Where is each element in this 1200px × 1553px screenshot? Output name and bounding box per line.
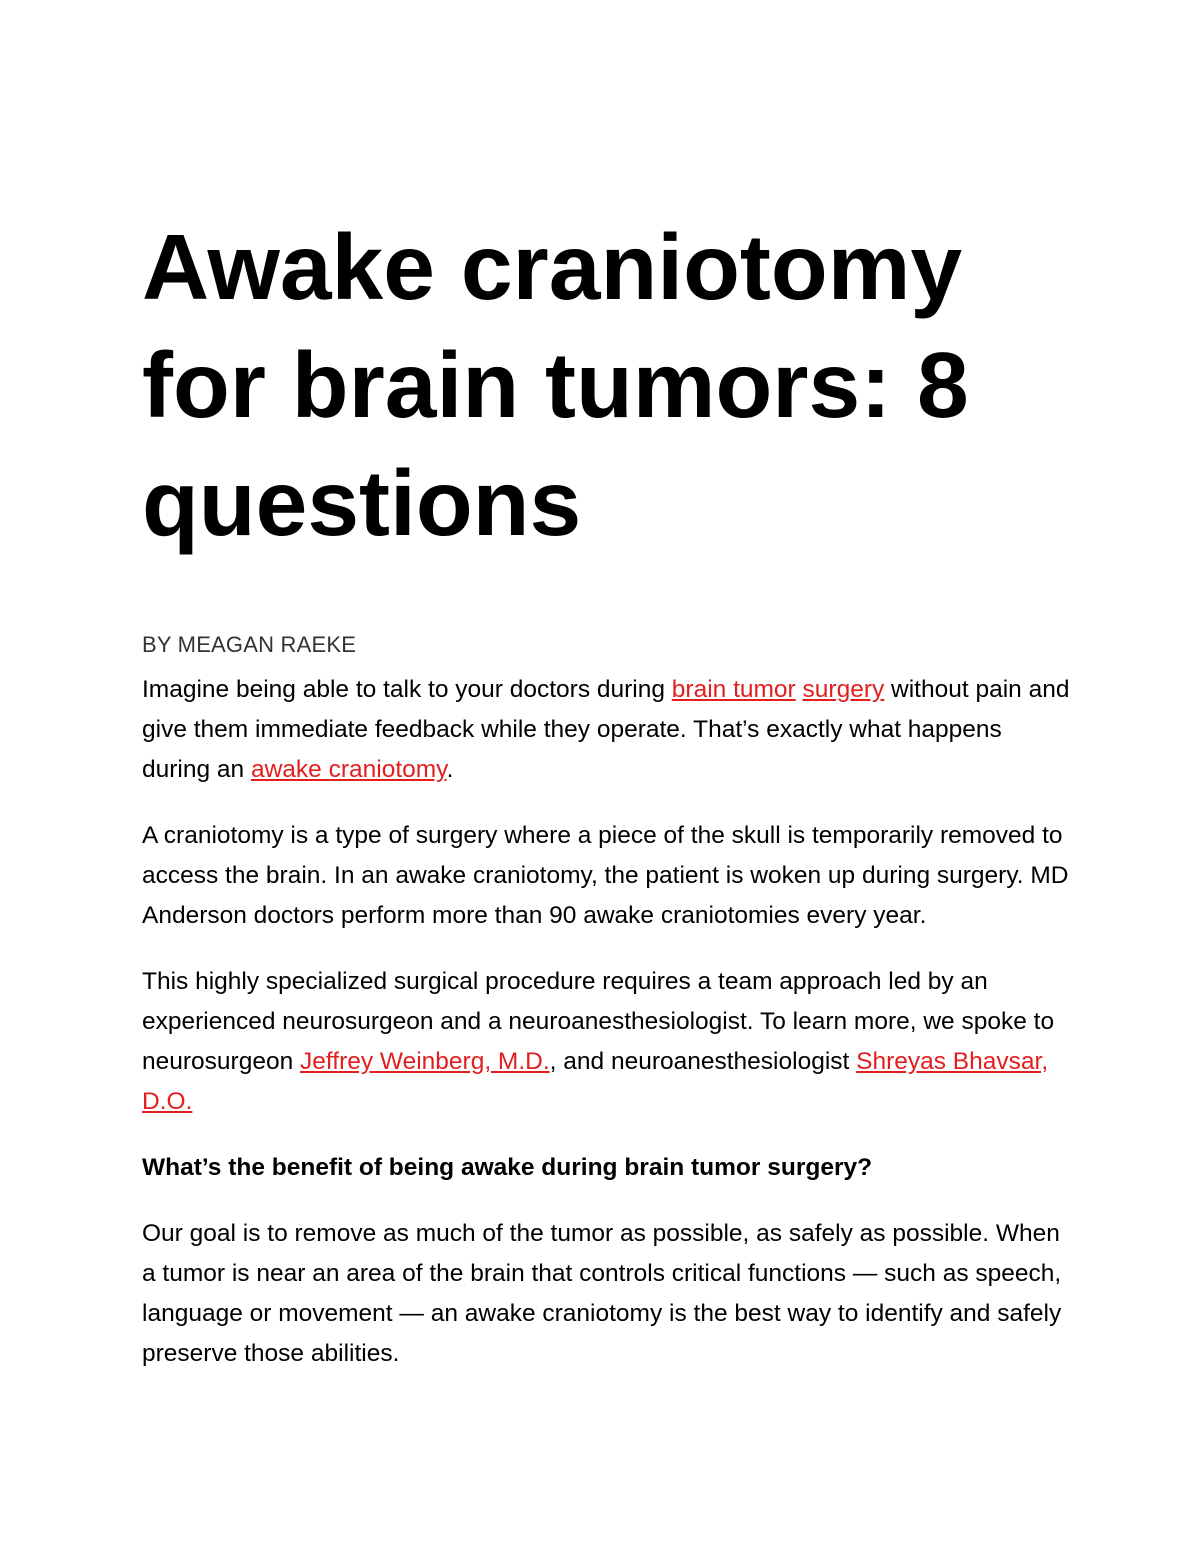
question-heading: What’s the benefit of being awake during brain tumor surgery? bbox=[142, 1154, 873, 1181]
answer-paragraph: Our goal is to remove as much of the tumor as possible, as safely as possible. When a tumor is near an area of the brain that controls critical functions — such as speech, language or movement — an awake craniotomy is the best way to identify and safely preserve those abilities. bbox=[142, 1220, 1062, 1367]
byline: BY MEAGAN RAEKE bbox=[142, 632, 357, 657]
intro-space bbox=[796, 676, 803, 703]
intro-text-1: Imagine being able to talk to your doctors during bbox=[142, 676, 672, 703]
intro-text-3: . bbox=[446, 756, 454, 783]
team-text-2: , and neuroanesthesiologist bbox=[549, 1048, 857, 1075]
brain-tumor-link[interactable]: brain tumor bbox=[671, 676, 796, 703]
team-text-1: This highly specialized surgical procedure requires a team approach led by an experienced neurosurgeon and a neuroanesthesiologist. To learn more, we spoke to neurosurgeon bbox=[142, 968, 1055, 1075]
weinberg-link[interactable]: Jeffrey Weinberg, M.D. bbox=[300, 1048, 550, 1075]
intro-paragraph bbox=[142, 670, 1072, 790]
bhavsar-link[interactable]: Shreyas Bhavsar, D.O. bbox=[142, 1048, 1049, 1115]
team-paragraph bbox=[142, 962, 1072, 1122]
intro-text-2: without pain and give them immediate feedback while they operate. That’s exactly what happens during an bbox=[142, 676, 1070, 783]
surgery-link[interactable]: surgery bbox=[802, 676, 885, 703]
article-title: Awake craniotomy for brain tumors: 8 questions bbox=[142, 215, 969, 555]
article bbox=[142, 208, 1072, 1374]
craniotomy-paragraph: A craniotomy is a type of surgery where a piece of the skull is temporarily removed to access the brain. In an awake craniotomy, the patient is woken up during surgery. MD Anderson doctors perform more than 90 awake craniotomies every year. bbox=[142, 822, 1069, 929]
awake-craniotomy-link[interactable]: awake craniotomy bbox=[250, 756, 447, 783]
